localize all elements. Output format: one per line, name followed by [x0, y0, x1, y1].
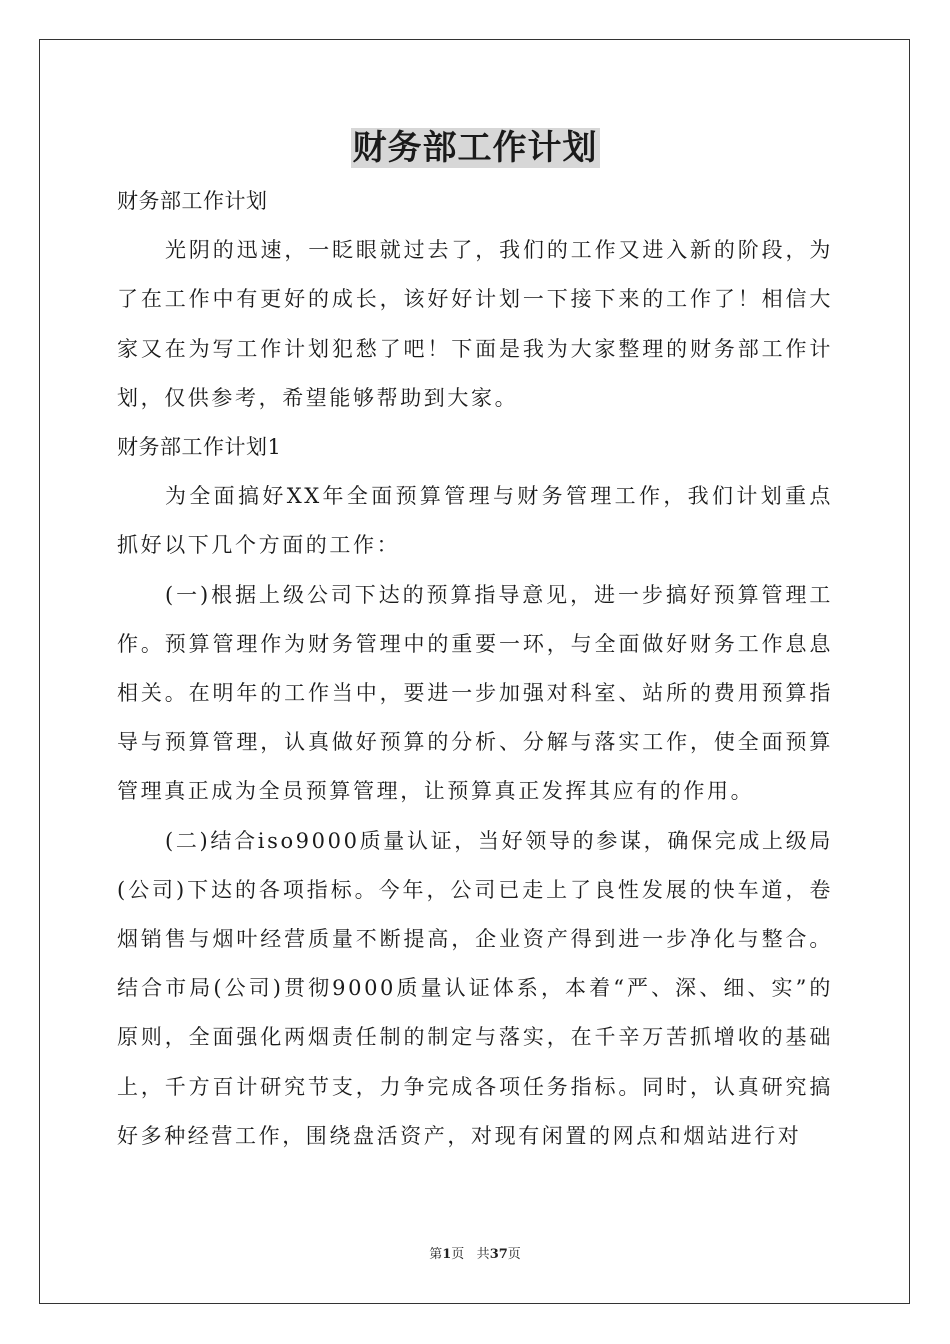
page-prefix: 第: [429, 1247, 443, 1262]
total-pages: 37: [489, 1247, 508, 1262]
body-paragraph-2: (一)根据上级公司下达的预算指导意见，进一步搞好预算管理工作。预算管理作为财务管理中的重要一环，与全面做好财务工作息息相关。在明年的工作当中，要进一步加强对科室、站所的费用预算指导与预算管理，认真做好预算的分析、分解与落实工作，使全面预算管理真正成为全员预算管理，让预算真正发挥其应有的作用。: [117, 582, 833, 804]
total-prefix: 共: [476, 1247, 490, 1262]
page-number: 1: [442, 1247, 452, 1262]
page-suffix: 页: [451, 1247, 465, 1262]
section-heading: 财务部工作计划1: [117, 435, 282, 460]
body-paragraph-3: (二)结合iso9000质量认证，当好领导的参谋，确保完成上级局(公司)下达的各项指标。今年，公司已走上了良性发展的快车道，卷烟销售与烟叶经营质量不断提高，企业资产得到进一步净化与整合。结合市局(公司)贯彻9000质量认证体系，本着“严、深、细、实”的原则，全面强化两烟责任制的制定与落实，在千辛万苦抓增收的基础上，千方百计研究节支，力争完成各项任务指标。同时，认真研究搞好多种经营工作，围绕盘活资产，对现有闲置的网点和烟站进行对: [117, 828, 833, 1148]
document-title: [0, 126, 950, 170]
document-title-text: 财务部工作计划: [352, 128, 598, 168]
body-paragraph-1: 为全面搞好XX年全面预算管理与财务管理工作，我们计划重点抓好以下几个方面的工作：: [117, 484, 833, 558]
page-footer: [0, 1246, 950, 1264]
document-subtitle: 财务部工作计划: [117, 189, 268, 213]
intro-paragraph: 光阴的迅速，一眨眼就过去了，我们的工作又进入新的阶段，为了在工作中有更好的成长，该好好计划一下接下来的工作了！相信大家又在为写工作计划犯愁了吧！下面是我为大家整理的财务部工作计划，仅供参考，希望能够帮助到大家。: [117, 238, 833, 410]
document-body: [117, 177, 833, 1161]
total-suffix: 页: [507, 1247, 521, 1262]
